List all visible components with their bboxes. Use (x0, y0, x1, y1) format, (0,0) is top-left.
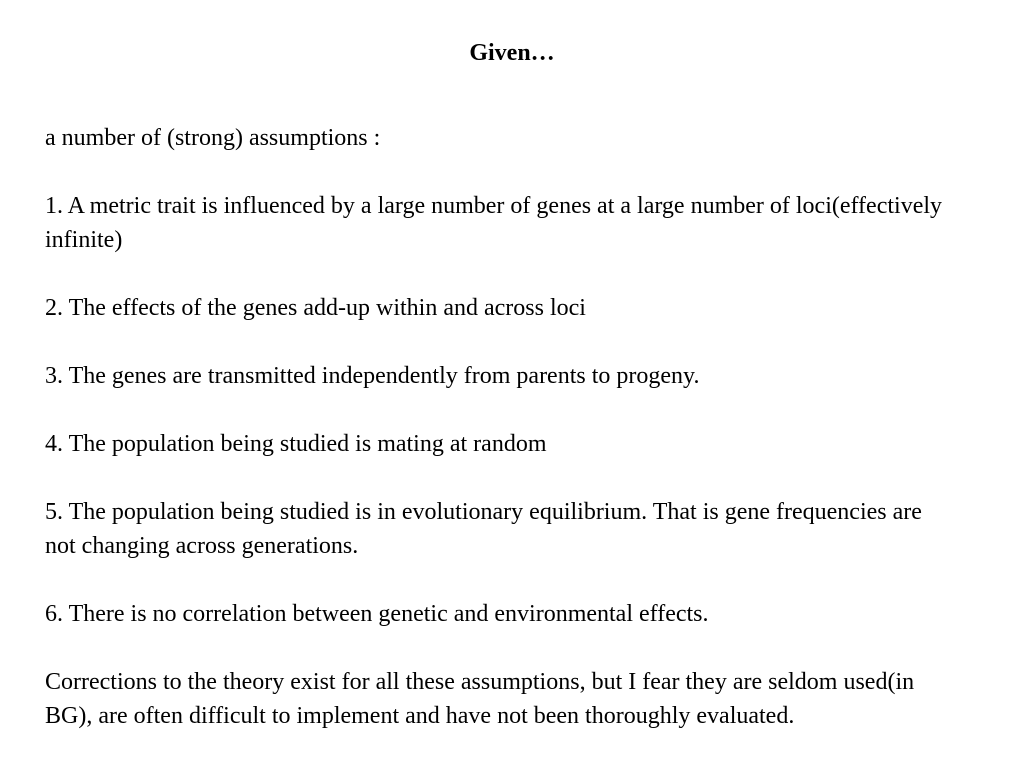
slide-body (45, 121, 945, 733)
assumption-2: 2. The effects of the genes add-up within and across loci (45, 295, 586, 321)
slide-title: Given… (469, 40, 555, 66)
intro-text: a number of (strong) assumptions : (45, 125, 381, 151)
assumption-5: 5. The population being studied is in evolutionary equilibrium. That is gene frequencies are not changing across generations. (45, 499, 922, 559)
assumption-3: 3. The genes are transmitted independently from parents to progeny. (45, 363, 700, 389)
assumption-4: 4. The population being studied is mating at random (45, 431, 547, 457)
conclusion-text: Corrections to the theory exist for all these assumptions, but I fear they are seldom used(in BG), are often difficult to implement and have not been thoroughly evaluated. (45, 669, 915, 729)
assumption-6: 6. There is no correlation between genetic and environmental effects. (45, 601, 709, 627)
assumption-1: 1. A metric trait is influenced by a large number of genes at a large number of loci(effectively infinite) (45, 193, 943, 253)
